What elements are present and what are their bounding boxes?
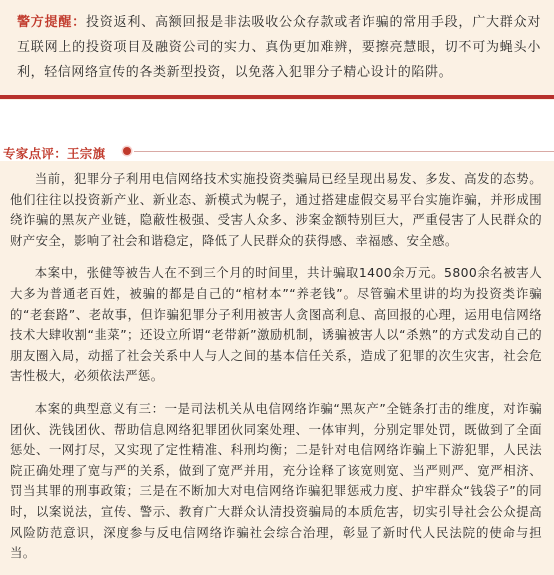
warning-bottom-rule [0, 95, 554, 99]
commentary-paragraph: 本案中，张健等被告人在不到三个月的时间里，共计骗取1400余万元。5800余名被害人大多为普通老百姓，被骗的都是自己的“棺材本”“养老钱”。尽管骗术里讲的均为投资类诈骗的“老套路”、老故事，但诈骗犯罪分子利用被害人贪图高利息、高回报的心理，运用电信网络技术大肆收割“韭菜”；还设立所谓“老带新”激励机制，诱骗被害人以“杀熟”的方式发动自己的朋友圈入局，动摇了社会关系中人与人之间的基本信任关系，造成了犯罪的次生灾害，社会危害性极大，必须依法严惩。 [10, 265, 542, 384]
expert-comment-header [0, 141, 554, 161]
header-divider [134, 151, 554, 152]
police-warning-panel [0, 0, 554, 100]
police-warning-text: 投资返利、高额回报是非法吸收公众存款或者诈骗的常用手段，广大群众对互联网上的投资项目及融资公司的实力、真伪更加难辨，要擦亮慧眼，切不可为蝇头小利，轻信网络宣传的各类新型投资，以免落入犯罪分子精心设计的陷阱。 [17, 15, 541, 80]
commentary-paragraph: 本案的典型意义有三：一是司法机关从电信网络诈骗“黑灰产”全链条打击的维度，对诈骗团伙、洗钱团伙、帮助信息网络犯罪团伙同案处理、一体审判，分别定罪处罚，既做到了全面惩处、一网打尽，又实现了定性精准、科刑均衡；二是针对电信网络诈骗上下游犯罪，人民法院正确处理了宽与严的关系，做到了宽严并用，充分诠释了该宽则宽、当严则严、宽严相济、罚当其罪的刑事政策；三是在不断加大对电信网络诈骗犯罪惩戒力度、护牢群众“钱袋子”的同时，以案说法，宣传、警示、教育广大群众认清投资骗局的本质危害，切实引导社会公众提高风险防范意识，深度参与反电信网络诈骗社会综合治理，彰显了新时代人民法院的使命与担当。 [10, 400, 542, 561]
police-warning-text-block [17, 10, 541, 85]
bullet-dot-icon [123, 147, 131, 155]
expert-comment-title: 专家点评：王宗旗 [3, 146, 106, 161]
commentary-paragraph: 当前，犯罪分子利用电信网络技术实施投资类骗局已经呈现出易发、多发、高发的态势。他们往往以投资新产业、新业态、新模式为幌子，通过搭建虚假交易平台实施诈骗，并形成围绕诈骗的黑灰产业链，隐蔽性极强、受害人众多、涉案金额特别巨大，严重侵害了人民群众的财产安全，影响了社会和谐稳定，降低了人民群众的获得感、幸福感、安全感。 [10, 171, 542, 248]
police-warning-label: 警方提醒： [17, 15, 86, 30]
commentary-body [10, 169, 542, 564]
expert-commentary-panel [0, 161, 554, 575]
